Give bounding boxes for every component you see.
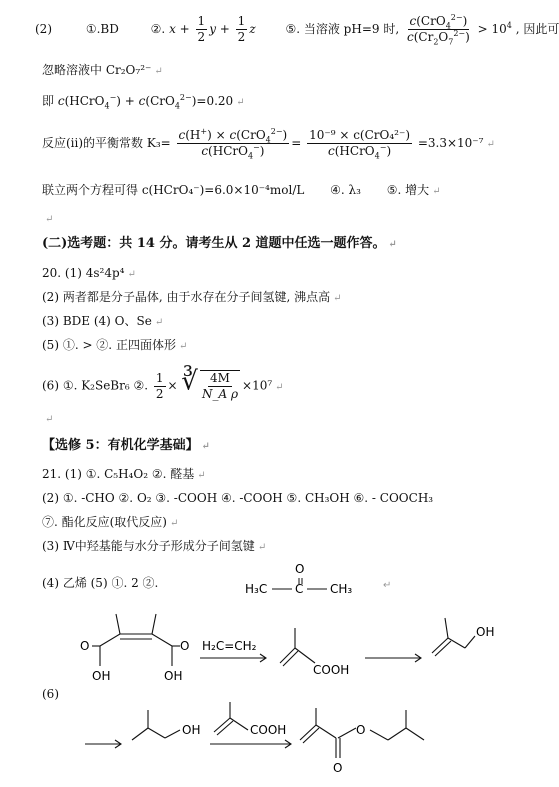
svg-text:OH: OH — [164, 669, 183, 683]
section-heading-elective: (二)选考题：共 14 分。请考生从 2 道题中任选一题作答。 ↵ — [42, 236, 397, 251]
answer-c: ⑤. 当溶液 pH=9 时, — [285, 22, 400, 36]
k3-fraction-2: $\frac{\text{10⁻⁹ × c(CrO₄²⁻)}}{c(HCrO_4^-)}$ — [309, 128, 411, 161]
q21-line-6: (6) — [42, 687, 59, 701]
tail-text: , 因此可 — [515, 22, 559, 36]
answer-b: ②. — [150, 22, 166, 36]
svg-text:↵: ↵ — [383, 580, 392, 591]
answer-line-2: 忽略溶液中 Cr₂O₇²⁻ ↵ — [42, 63, 163, 77]
q21-line-4: (3) Ⅳ中羟基能与水分子形成分子间氢键 ↵ — [42, 539, 267, 553]
answer-line-1: (2) ①.BD ②. x + $\frac{1}{2}$ y + $\frac{1}{2}$ z ⑤. 当溶液 pH=9 时, $\frac{c(CrO_4^{2-})}{c(Cr_2O_7^{2-})}$ > $10^4$ , 因此可 — [35, 13, 559, 47]
ch3-label: CH₃ — [330, 582, 353, 596]
answer-line-4: 反应(ii)的平衡常数 K₃= $\frac{c(H^+) \times c(CrO_4^{2-})}{c(HCrO_4^-)}$ = $\frac{\text{10⁻⁹ × c(CrO₄²⁻)}}{c(HCrO_4^-)}$ =3.3×10⁻⁷ ↵ — [42, 127, 495, 161]
q20-line-1: 20. (1) 4s²4p⁴ ↵ — [42, 266, 136, 280]
condition: > 10 — [477, 22, 507, 36]
svg-text:O: O — [333, 761, 343, 775]
svg-text:O: O — [80, 639, 90, 653]
q21-line-2: (2) ①. -CHO ②. O₂ ③. -COOH ④. -COOH ⑤. CH₃OH ⑥. - COOCH₃ — [42, 491, 434, 505]
k3-fraction-1: $\frac{c(H^+) \times c(CrO_4^{2-})}{c(HCrO_4^-)}$ — [178, 127, 288, 161]
half-fraction: $\frac{1}{2}$ — [155, 370, 164, 401]
section-heading-organic: 【选修 5：有机化学基础】 ↵ — [42, 438, 210, 453]
svg-text:COOH: COOH — [250, 723, 287, 737]
q21-line-5: (4) 乙烯 (5) ①. 2 ②. — [42, 576, 159, 590]
svg-text:COOH: COOH — [313, 663, 350, 677]
answer-line-5: 联立两个方程可得 c(HCrO₄⁻)=6.0×10⁻⁴mol/L ④. λ₃ ⑤. 增大 ↵ — [42, 183, 441, 197]
svg-text:OH: OH — [182, 723, 201, 737]
empty-line: ↵ — [45, 214, 54, 225]
q21-line-3: ⑦. 酯化反应(取代反应) ↵ — [42, 515, 179, 529]
h3c-label: H₃C — [245, 582, 268, 596]
fraction-half-1: $\frac{1}{2}$ — [197, 14, 206, 44]
svg-text:OH: OH — [476, 625, 495, 639]
ethylene-reagent: H₂C=CH₂ — [202, 639, 257, 653]
return-mark: ↵ — [154, 66, 163, 77]
expression-x: x + — [169, 22, 190, 36]
q20-line-2: (2) 两者都是分子晶体, 由于水存在分子间氢键, 沸点高 ↵ — [42, 290, 342, 304]
item-number: (2) — [35, 22, 52, 36]
acetone-structure — [245, 560, 392, 602]
cube-root: ∛ $\frac{4M}{\text{N\_A ρ}}$ — [181, 366, 239, 401]
reaction-scheme-1 — [80, 608, 510, 686]
svg-text:O: O — [180, 639, 190, 653]
svg-text:O: O — [295, 562, 305, 576]
answer-a: ①.BD — [85, 22, 119, 36]
ratio-fraction: $\frac{c(CrO_4^{2-})}{c(Cr_2O_7^{2-})}$ — [406, 13, 470, 47]
q20-line-4: (5) ①. > ②. 正四面体形 ↵ — [42, 338, 188, 352]
svg-text:OH: OH — [92, 669, 111, 683]
reaction-scheme-2 — [80, 700, 510, 782]
svg-text:O: O — [356, 723, 366, 737]
q20-line-3: (3) BDE (4) O、Se ↵ — [42, 314, 164, 328]
q20-line-5: (6) ①. K₂SeBr₆ ②. $\frac{1}{2}$ × ∛ $\frac{4M}{\text{N\_A ρ}}$ ×10⁷ ↵ — [42, 366, 284, 401]
answer-line-3: 即 c(HCrO$_4$−) + c(CrO$_4^{2-}$)=0.20 ↵ — [42, 93, 245, 111]
q21-line-1: 21. (1) ①. C₅H₄O₂ ②. 醛基 ↵ — [42, 467, 206, 481]
fraction-half-2: $\frac{1}{2}$ — [237, 14, 246, 44]
svg-text:C: C — [295, 582, 304, 596]
